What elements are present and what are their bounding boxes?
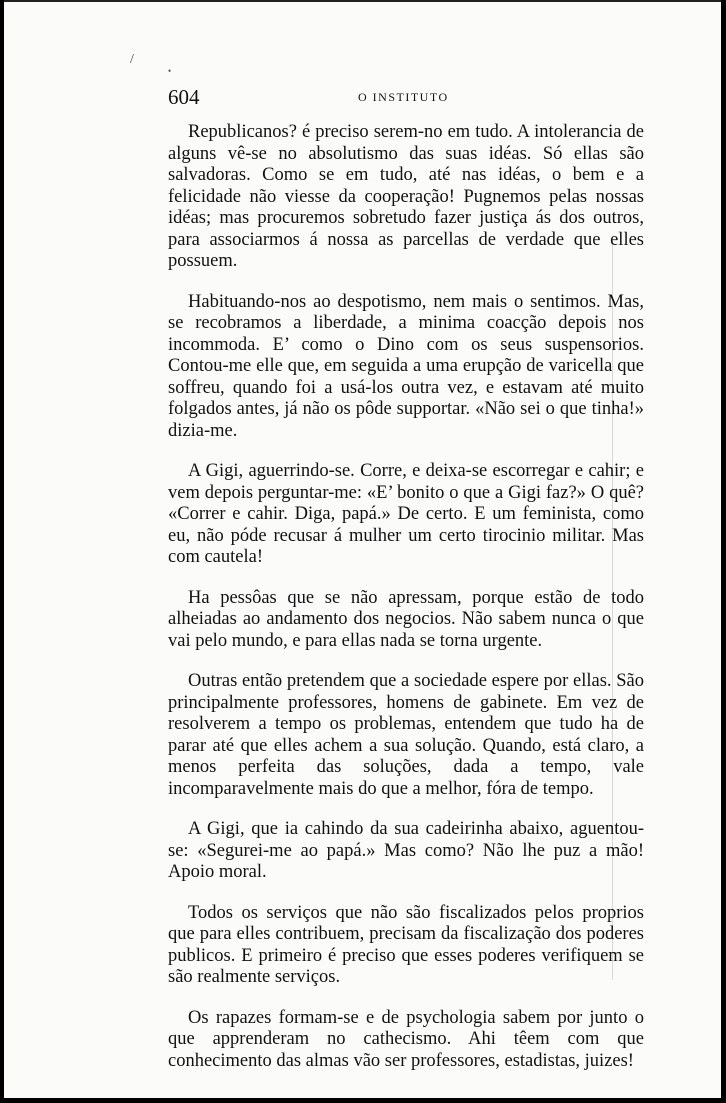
scan-border-right [721, 0, 726, 1103]
scan-border-bottom [0, 1098, 726, 1103]
paragraph: Ha pessôas que se não apressam, porque estão de todo alheiadas ao andamento dos negocios. Não sabem nunca o que vai pelo mundo, e para ellas nada se torna urgente. [168, 587, 644, 651]
page-number: 604 [168, 85, 200, 109]
paragraph: Os rapazes formam-se e de psychologia sabem por junto o que apprenderam no cathecismo. Ahi têem com que conhecimento das almas vão ser professores, estadistas, juizes! [168, 1007, 644, 1071]
paragraph: A Gigi, aguerrindo-se. Corre, e deixa-se escorregar e cahir; e vem depois perguntar-me: «E’ bonito o que a Gigi faz?» O quê? «Correr e cahir. Diga, papá.» De certo. E um feminista, como eu, não póde recusar á mulher um certo tirocinio militar. Mas com cautela! [168, 461, 644, 567]
stray-mark: • [168, 66, 172, 76]
paragraph: Todos os serviços que não são fiscalizados pelos proprios que para elles contribuem, precisam da fiscalização dos poderes publicos. E primeiro é preciso que esses poderes verifiquem se são realmente serviços. [168, 902, 644, 987]
paragraph: Republicanos? é preciso serem-no em tudo. A intolerancia de alguns vê-se no absolutismo das suas idéas. Só ellas são salvadoras. Como se em tudo, até nas idéas, o bem e a felicidade não viesse da cooperação! Pugnemos pelas nossas idéas; mas procuremos sobretudo fazer justiça ás dos outros, para associarmos á nossa as parcellas de verdade que elles possuem. [168, 122, 644, 271]
body-text [168, 122, 644, 1091]
paragraph: Habituando-nos ao despotismo, nem mais o sentimos. Mas, se recobramos a liberdade, a minima coacção depois nos incommoda. E’ como o Dino com os seus suspensorios. Contou-me elle que, em seguida a uma erupção de varicella que soffreu, quando foi a usá-los outra vez, e estavam até muito folgados antes, já não os pôde supportar. «Não sei o que tinha!» dizia-me. [168, 291, 644, 441]
paragraph: Outras então pretendem que a sociedade espere por ellas. São principalmente professores, homens de gabinete. Em vez de resolverem a tempo os problemas, entendem que tudo ha de parar até que elles achem a sua solução. Quando, está claro, a menos perfeita das soluções, dada a tempo, vale incomparavelmente mais do que a melhor, fóra de tempo. [168, 671, 644, 799]
stray-mark: / [130, 52, 134, 67]
scan-border-left [0, 0, 4, 1103]
paragraph: A Gigi, que ia cahindo da sua cadeirinha abaixo, aguentou-se: «Segurei-me ao papá.» Mas como? Não lhe puz a mão! Apoio moral. [168, 819, 644, 882]
running-head: O INSTITUTO [358, 90, 449, 104]
scan-border-top [0, 0, 726, 2]
page-header [168, 82, 644, 112]
